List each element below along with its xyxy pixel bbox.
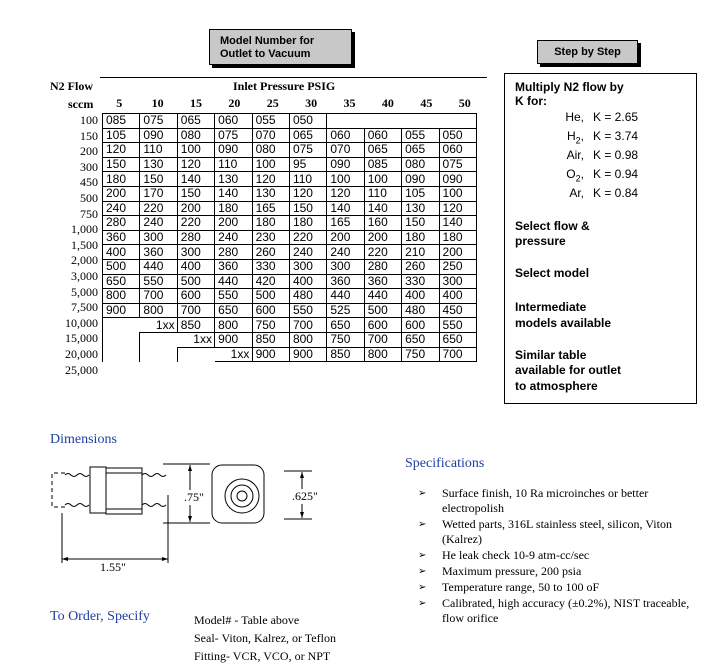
flow-label: 20,000	[65, 346, 98, 361]
gas-name: He,	[565, 110, 584, 124]
inner-dimension-label: .625"	[292, 489, 318, 503]
pressure-header: 5	[116, 96, 123, 110]
table-cell: 360	[140, 245, 177, 260]
multiply-line2: K for:	[515, 94, 547, 108]
table-row	[103, 186, 477, 201]
table-cell: 440	[215, 274, 252, 289]
table-cell: 1xx	[215, 347, 252, 362]
table-row	[103, 172, 477, 187]
center-body	[106, 473, 142, 509]
table-cell: 650	[215, 303, 252, 318]
model-header-line1: Model Number for	[220, 35, 315, 47]
select-model: Select model	[515, 266, 590, 280]
table-cell: 800	[364, 347, 401, 362]
model-table	[102, 113, 477, 362]
table-cell: 330	[252, 259, 289, 274]
table-cell: 090	[439, 172, 476, 187]
table-cell: 180	[402, 230, 439, 245]
table-cell: 440	[327, 289, 364, 304]
flow-column	[45, 113, 100, 378]
table-cell: 650	[402, 332, 439, 347]
similar-line3: to atmosphere	[515, 379, 598, 393]
table-cell: 150	[402, 216, 439, 231]
table-cell: 120	[439, 201, 476, 216]
k-value: K = 0.98	[593, 148, 639, 162]
table-cell: 600	[252, 303, 289, 318]
similar-line2: available for outlet	[515, 363, 622, 377]
end-view-ring	[231, 485, 253, 507]
table-cell: 700	[289, 318, 326, 333]
table-cell: 110	[140, 143, 177, 158]
table-cell: 240	[140, 216, 177, 231]
length-dimension-label: 1.55"	[100, 560, 126, 574]
table-cell: 085	[364, 157, 401, 172]
table-cell: 280	[177, 230, 214, 245]
table-cell: 650	[103, 274, 140, 289]
table-cell: 480	[289, 289, 326, 304]
table-row	[103, 143, 477, 158]
table-cell: 220	[289, 230, 326, 245]
table-cell: 850	[327, 347, 364, 362]
flow-label: 15,000	[65, 331, 98, 346]
similar-line1: Similar table	[515, 348, 587, 362]
table-cell: 150	[103, 157, 140, 172]
table-cell: 210	[402, 245, 439, 260]
table-cell: 120	[177, 157, 214, 172]
table-cell: 100	[252, 157, 289, 172]
table-cell: 280	[103, 216, 140, 231]
table-cell: 240	[215, 230, 252, 245]
table-cell: 060	[364, 128, 401, 143]
table-cell: 165	[327, 216, 364, 231]
table-cell: 550	[289, 303, 326, 318]
table-cell: 110	[364, 186, 401, 201]
table-cell: 080	[402, 157, 439, 172]
table-cell	[177, 347, 214, 362]
table-cell: 850	[252, 332, 289, 347]
table-cell: 140	[439, 216, 476, 231]
table-cell: 1xx	[177, 332, 214, 347]
model-number-header	[209, 29, 352, 65]
pressure-header-row	[100, 96, 484, 112]
table-row	[103, 157, 477, 172]
table-cell	[140, 347, 177, 362]
step-by-step-panel	[504, 73, 697, 404]
table-cell: 300	[289, 259, 326, 274]
table-cell: 700	[439, 347, 476, 362]
header-divider	[100, 77, 487, 78]
end-view-orifice	[237, 491, 247, 501]
specifications-title: Specifications	[405, 456, 485, 471]
table-cell: 750	[327, 332, 364, 347]
pressure-header: 30	[305, 96, 318, 110]
k-value: K = 0.84	[593, 186, 639, 200]
table-cell: 100	[327, 172, 364, 187]
order-line-model: Model# - Table above	[194, 613, 300, 627]
left-thread-bottom	[65, 504, 89, 507]
table-cell: 220	[364, 245, 401, 260]
flow-label: 7,500	[71, 300, 98, 315]
table-cell: 300	[177, 245, 214, 260]
table-cell: 140	[215, 186, 252, 201]
table-cell: 100	[177, 143, 214, 158]
multiply-line1: Multiply N2 flow by	[515, 80, 624, 94]
table-cell: 200	[364, 230, 401, 245]
gas-name: $H_2$,	[566, 129, 584, 146]
table-row	[103, 347, 477, 362]
table-cell: 850	[177, 318, 214, 333]
table-cell: 900	[252, 347, 289, 362]
table-cell: 360	[103, 230, 140, 245]
gas-name: $O_2$,	[566, 167, 584, 184]
table-cell: 140	[327, 201, 364, 216]
table-cell: 300	[140, 230, 177, 245]
table-cell: 240	[103, 201, 140, 216]
table-row	[103, 230, 477, 245]
table-row	[103, 128, 477, 143]
select-flow-line1: Select flow &	[515, 219, 590, 233]
table-cell: 150	[289, 201, 326, 216]
spec-item: ➢ He leak check 10-9 atm-cc/sec	[418, 548, 708, 563]
table-cell: 180	[439, 230, 476, 245]
k-value: K = 0.94	[593, 167, 639, 181]
k-value: K = 3.74	[593, 129, 639, 143]
pressure-header: 20	[228, 96, 241, 110]
table-cell: 360	[364, 274, 401, 289]
end-view-body	[212, 465, 264, 523]
table-cell: 600	[402, 318, 439, 333]
order-line-fitting: Fitting- VCR, VCO, or NPT	[194, 649, 331, 663]
table-cell: 180	[252, 216, 289, 231]
table-cell: 750	[252, 318, 289, 333]
pressure-header: 10	[151, 96, 164, 110]
table-cell: 360	[215, 259, 252, 274]
table-row	[103, 259, 477, 274]
table-cell: 750	[402, 347, 439, 362]
table-cell: 400	[103, 245, 140, 260]
table-cell: 240	[327, 245, 364, 260]
table-cell: 200	[177, 201, 214, 216]
table-cell: 700	[177, 303, 214, 318]
table-cell: 150	[140, 172, 177, 187]
table-cell: 200	[103, 186, 140, 201]
table-cell: 200	[327, 230, 364, 245]
table-cell: 400	[177, 259, 214, 274]
to-order-title: To Order, Specify	[50, 609, 150, 624]
table-cell: 055	[252, 114, 289, 129]
n2-flow-label: N2 Flow	[50, 79, 93, 93]
pressure-header: 15	[189, 96, 202, 110]
table-cell: 070	[327, 143, 364, 158]
table-cell: 500	[103, 259, 140, 274]
end-view-outer-circle	[225, 479, 259, 513]
table-cell: 130	[402, 201, 439, 216]
table-cell: 065	[402, 143, 439, 158]
spec-item: ➢ Wetted parts, 316L stainless steel, silicon, Viton (Kalrez)	[418, 517, 708, 547]
table-cell	[103, 347, 140, 362]
table-cell: 450	[439, 303, 476, 318]
pressure-header: 25	[266, 96, 279, 110]
table-row	[103, 289, 477, 304]
table-cell: 050	[439, 128, 476, 143]
table-cell: 180	[215, 201, 252, 216]
flow-label: 2,000	[71, 253, 98, 268]
table-cell: 550	[215, 289, 252, 304]
table-cell: 180	[289, 216, 326, 231]
table-cell: 100	[364, 172, 401, 187]
gas-name: Ar,	[569, 186, 584, 200]
table-cell: 440	[140, 259, 177, 274]
table-cell: 400	[289, 274, 326, 289]
flow-label: 25,000	[65, 362, 98, 377]
table-cell: 170	[140, 186, 177, 201]
table-cell: 200	[215, 216, 252, 231]
flow-label: 500	[80, 190, 98, 205]
table-cell: 220	[140, 201, 177, 216]
table-cell: 260	[402, 259, 439, 274]
table-cell: 165	[252, 201, 289, 216]
body-top-flange	[106, 468, 142, 473]
table-cell: 550	[439, 318, 476, 333]
table-cell: 105	[402, 186, 439, 201]
table-cell: 075	[215, 128, 252, 143]
table-cell: 090	[402, 172, 439, 187]
table-row	[103, 245, 477, 260]
table-cell: 280	[364, 259, 401, 274]
model-header-line2: Outlet to Vacuum	[220, 48, 311, 60]
table-cell: 120	[327, 186, 364, 201]
table-cell: 280	[215, 245, 252, 260]
right-thread-top	[142, 474, 166, 477]
table-cell: 480	[402, 303, 439, 318]
table-cell: 700	[140, 289, 177, 304]
table-cell: 075	[140, 114, 177, 129]
sccm-label: sccm	[68, 97, 94, 111]
table-cell: 200	[439, 245, 476, 260]
table-cell	[327, 114, 364, 129]
k-value: K = 2.65	[593, 110, 639, 124]
intermediate-line2: models available	[515, 316, 612, 330]
table-cell: 140	[364, 201, 401, 216]
left-thread-top	[65, 474, 89, 477]
table-cell: 055	[402, 128, 439, 143]
table-cell: 800	[103, 289, 140, 304]
table-cell: 400	[439, 289, 476, 304]
pressure-header: 45	[420, 96, 433, 110]
table-cell: 800	[215, 318, 252, 333]
table-cell: 065	[289, 128, 326, 143]
table-cell: 065	[177, 114, 214, 129]
body-bottom-flange	[106, 509, 142, 514]
table-cell: 500	[252, 289, 289, 304]
table-row	[103, 201, 477, 216]
table-cell	[439, 114, 476, 129]
table-cell: 240	[289, 245, 326, 260]
table-cell: 060	[215, 114, 252, 129]
pressure-header: 40	[381, 96, 394, 110]
order-details	[194, 611, 336, 665]
inlet-pressure-label: Inlet Pressure PSIG	[233, 79, 336, 93]
select-flow-line2: pressure	[515, 234, 566, 248]
table-cell: 065	[364, 143, 401, 158]
table-cell: 090	[327, 157, 364, 172]
table-cell: 075	[289, 143, 326, 158]
flow-label: 200	[80, 144, 98, 159]
table-cell: 500	[364, 303, 401, 318]
table-cell: 140	[177, 172, 214, 187]
table-cell	[103, 332, 140, 347]
table-cell: 080	[252, 143, 289, 158]
table-cell: 070	[252, 128, 289, 143]
table-row	[103, 303, 477, 318]
table-cell: 300	[439, 274, 476, 289]
step-by-step-header: Step by Step	[537, 40, 638, 64]
table-row	[103, 332, 477, 347]
table-row	[103, 318, 477, 333]
pressure-header: 50	[458, 96, 471, 110]
table-cell: 060	[439, 143, 476, 158]
table-cell: 130	[140, 157, 177, 172]
dimensions-title: Dimensions	[50, 432, 117, 447]
table-cell: 330	[402, 274, 439, 289]
table-cell: 600	[364, 318, 401, 333]
table-cell: 180	[103, 172, 140, 187]
table-cell: 150	[177, 186, 214, 201]
table-cell: 900	[289, 347, 326, 362]
spec-item: ➢ Surface finish, 10 Ra microinches or better electropolish	[418, 486, 708, 516]
table-cell: 220	[177, 216, 214, 231]
table-cell: 800	[140, 303, 177, 318]
flow-label: 750	[80, 206, 98, 221]
flow-label: 300	[80, 159, 98, 174]
spec-item: ➢ Maximum pressure, 200 psia	[418, 564, 708, 579]
flow-label: 1,000	[71, 222, 98, 237]
table-cell: 500	[177, 274, 214, 289]
table-row	[103, 114, 477, 129]
table-cell: 400	[402, 289, 439, 304]
table-cell: 700	[364, 332, 401, 347]
left-hex-nut	[90, 467, 106, 513]
flow-label: 5,000	[71, 284, 98, 299]
table-row	[103, 274, 477, 289]
intermediate-line1: Intermediate	[515, 300, 587, 314]
table-cell: 080	[177, 128, 214, 143]
table-cell: 900	[103, 303, 140, 318]
table-cell: 650	[439, 332, 476, 347]
table-cell: 300	[327, 259, 364, 274]
table-cell: 090	[215, 143, 252, 158]
table-cell: 120	[252, 172, 289, 187]
table-cell: 075	[439, 157, 476, 172]
table-cell	[140, 332, 177, 347]
flow-label: 450	[80, 175, 98, 190]
table-cell: 1xx	[140, 318, 177, 333]
table-cell: 360	[327, 274, 364, 289]
right-thread-bottom	[142, 504, 166, 507]
flow-label: 10,000	[65, 315, 98, 330]
table-cell	[364, 114, 401, 129]
table-cell: 525	[327, 303, 364, 318]
table-cell: 100	[439, 186, 476, 201]
order-line-seal: Seal- Viton, Kalrez, or Teflon	[194, 631, 336, 645]
dimensions-drawing	[40, 455, 340, 575]
table-cell: 250	[439, 259, 476, 274]
table-cell: 120	[289, 186, 326, 201]
table-cell	[402, 114, 439, 129]
flow-label: 1,500	[71, 237, 98, 252]
table-cell: 650	[327, 318, 364, 333]
table-cell: 105	[103, 128, 140, 143]
table-cell: 090	[140, 128, 177, 143]
height-dimension-label: .75"	[184, 490, 204, 504]
table-cell: 110	[215, 157, 252, 172]
table-cell: 95	[289, 157, 326, 172]
flow-label: 150	[80, 128, 98, 143]
table-cell: 550	[140, 274, 177, 289]
specifications-list	[418, 486, 708, 627]
spec-item: ➢ Temperature range, 50 to 100 oF	[418, 580, 708, 595]
table-cell: 130	[215, 172, 252, 187]
table-cell	[103, 318, 140, 333]
table-cell: 120	[103, 143, 140, 158]
table-cell: 130	[252, 186, 289, 201]
flow-label: 100	[80, 113, 98, 127]
gas-name: Air,	[566, 148, 584, 162]
table-cell: 060	[327, 128, 364, 143]
table-cell: 420	[252, 274, 289, 289]
table-cell: 900	[215, 332, 252, 347]
table-cell: 160	[364, 216, 401, 231]
table-cell: 085	[103, 114, 140, 129]
table-cell: 800	[289, 332, 326, 347]
table-cell: 110	[289, 172, 326, 187]
table-cell: 440	[364, 289, 401, 304]
table-cell: 600	[177, 289, 214, 304]
spec-item: ➢ Calibrated, high accuracy (±0.2%), NIST traceable, flow orifice	[418, 596, 708, 626]
flow-label: 3,000	[71, 268, 98, 283]
table-cell: 050	[289, 114, 326, 129]
table-cell: 260	[252, 245, 289, 260]
pressure-header: 35	[343, 96, 356, 110]
table-row	[103, 216, 477, 231]
table-cell: 230	[252, 230, 289, 245]
left-fitting-outline	[52, 473, 65, 507]
